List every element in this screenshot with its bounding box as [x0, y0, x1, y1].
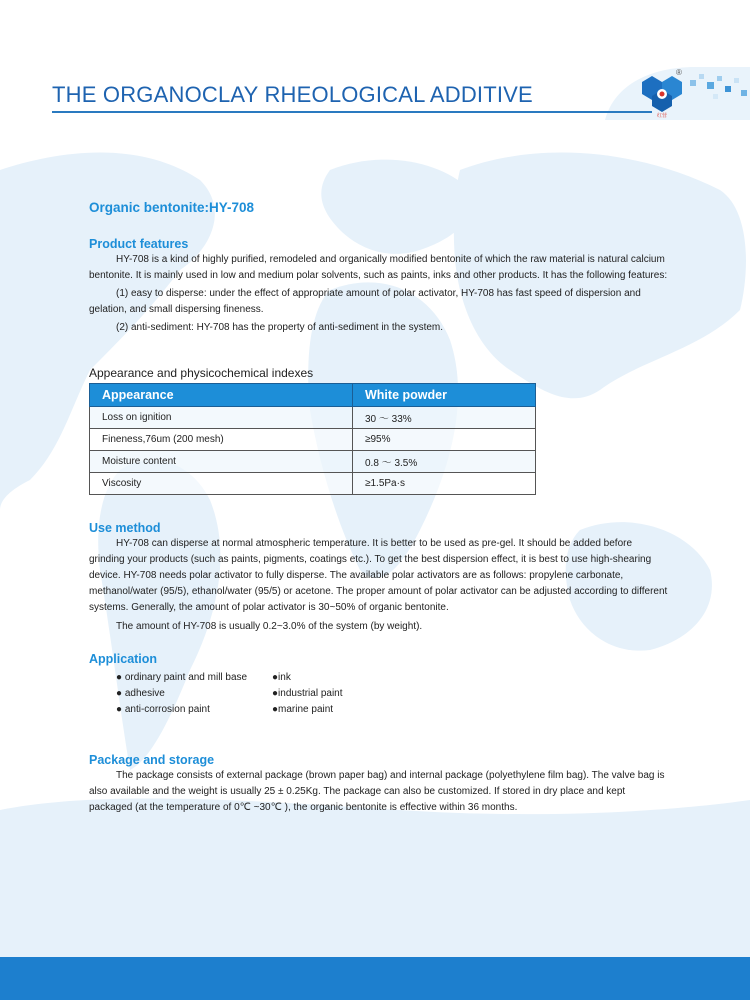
- table-cell: Fineness,76um (200 mesh): [90, 429, 353, 451]
- table-cell: ≥95%: [353, 429, 536, 451]
- table-row: [90, 407, 536, 429]
- use-method-paragraph-2: The amount of HY-708 is usually 0.2~3.0% of the system (by weight).: [116, 621, 423, 632]
- list-item: ● adhesive: [116, 688, 165, 699]
- table-header-cell: White powder: [353, 384, 536, 407]
- table-row: [90, 451, 536, 473]
- registered-mark: ®: [676, 68, 682, 77]
- table-cell: Viscosity: [90, 473, 353, 495]
- list-item: ●industrial paint: [272, 688, 343, 699]
- list-item: ● anti-corrosion paint: [116, 704, 210, 715]
- logo-text: 红营: [656, 113, 668, 118]
- table-cell: 30 ～ 33%: [353, 407, 536, 429]
- list-item: ● ordinary paint and mill base: [116, 672, 248, 683]
- table-cell: Moisture content: [90, 451, 353, 473]
- table-caption: Appearance and physicochemical indexes: [89, 366, 314, 380]
- footer-bar: [0, 957, 750, 1000]
- company-logo: [636, 72, 688, 118]
- use-method-text: [89, 536, 669, 635]
- table-row: [90, 473, 536, 495]
- features-paragraph-2: (1) easy to disperse: under the effect of appropriate amount of polar activator, HY-708 has fast speed of dispersion and gelation, and small dispersing fineness.: [89, 288, 641, 315]
- application-list-1: [116, 670, 247, 718]
- table-header-row: [90, 384, 536, 407]
- features-text: [89, 252, 669, 336]
- page-header-title: THE ORGANOCLAY RHEOLOGICAL ADDITIVE: [52, 82, 533, 107]
- spec-table: [89, 383, 536, 495]
- features-paragraph-1: HY-708 is a kind of highly purified, remodeled and organically modified bentonite of which the raw material is natural calcium bentonite. It is mainly used in low and medium polar solvents, such as paints, inks and other products. It has the following features:: [89, 254, 668, 281]
- list-item: ●ink: [272, 672, 291, 683]
- table-cell: 0.8 ～ 3.5%: [353, 451, 536, 473]
- use-method-heading: Use method: [89, 521, 161, 535]
- list-item: ●marine paint: [272, 704, 334, 715]
- use-method-paragraph-1: HY-708 can disperse at normal atmospheric temperature. It is better to be used as pre-gel. It should be added before grinding your products (such as paints, pigments, coatings etc.). To get the best dispersion effect, it is best to use high-shearing device. HY-708 needs polar activator to fully disperse. The available polar activators are as follows: propylene carbonate, methanol/water (95/5), ethanol/water (95/5) or acetone. The proper amount of polar activator can be adjusted according to different systems. Generally, the amount of polar activator is 30~50% of organic bentonite.: [89, 538, 668, 613]
- table-header-cell: Appearance: [90, 384, 353, 407]
- table-cell: ≥1.5Pa·s: [353, 473, 536, 495]
- table-row: [90, 429, 536, 451]
- package-heading: Package and storage: [89, 753, 215, 767]
- application-list-2: [272, 670, 343, 718]
- package-paragraph-1: The package consists of external package (brown paper bag) and internal package (polyethylene film bag). The valve bag is also available and the weight is usually 25 ± 0.25Kg. The package can also be customized. If stored in dry place and kept packaged (at the temperature of 0℃ ~30℃ ), the organic bentonite is effective within 36 months.: [89, 770, 665, 813]
- features-heading: Product features: [89, 237, 189, 251]
- features-paragraph-3: (2) anti-sediment: HY-708 has the property of anti-sediment in the system.: [116, 322, 444, 333]
- table-cell: Loss on ignition: [90, 407, 353, 429]
- product-title: Organic bentonite:HY-708: [89, 200, 255, 215]
- package-text: [89, 768, 669, 816]
- application-heading: Application: [89, 652, 158, 666]
